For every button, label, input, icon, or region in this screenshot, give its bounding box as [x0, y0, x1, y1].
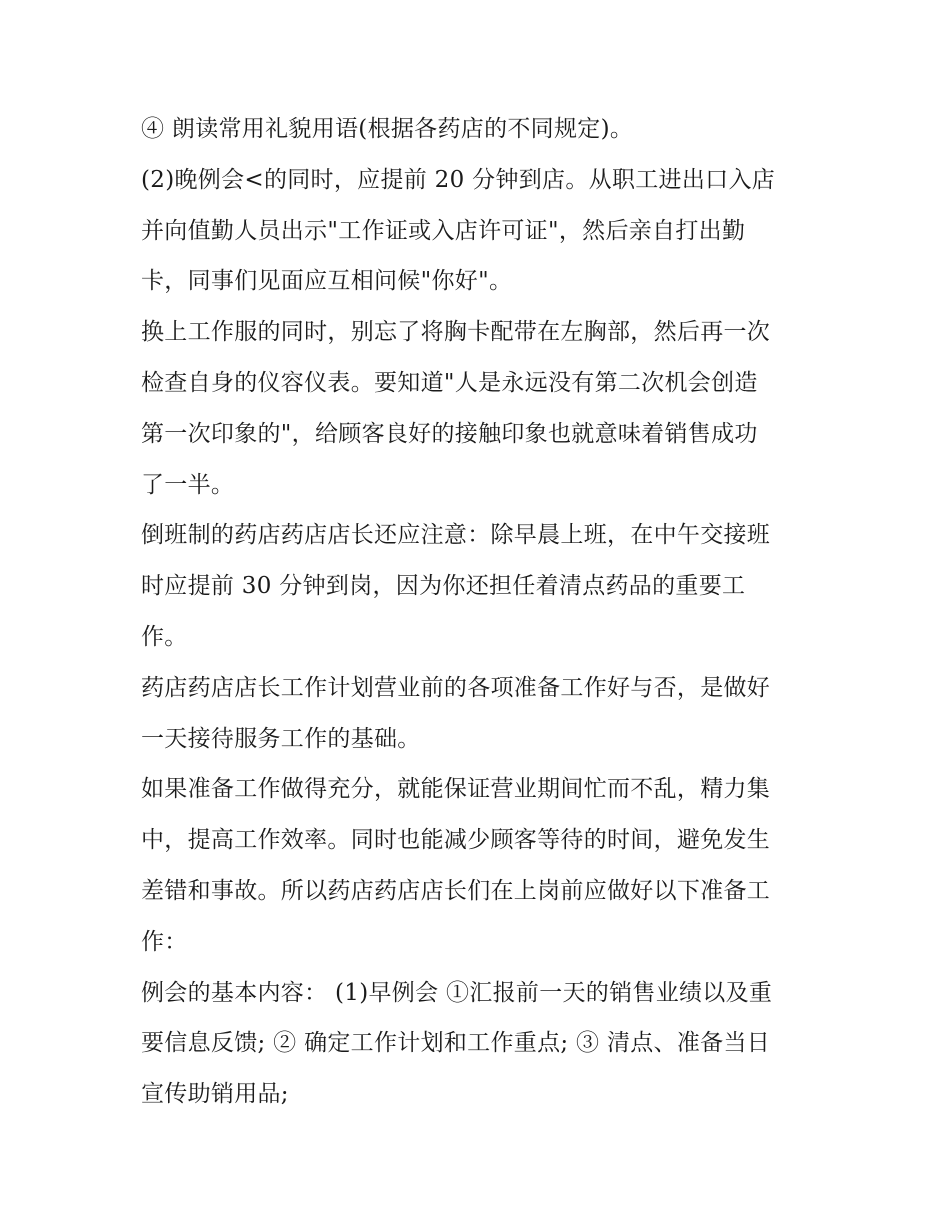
- text-line: 宣传助销用品;: [141, 1081, 289, 1108]
- text-line: 一天接待服务工作的基础。: [141, 725, 421, 752]
- text-line: 例会的基本内容： (1)早例会 ①汇报前一天的销售业绩以及重: [141, 979, 773, 1006]
- text-line: (2)晚例会<的同时，应提前 20 分钟到店。从职工进出口入店: [141, 166, 776, 193]
- text-line: 第一次印象的"，给顾客良好的接触印象也就意味着销售成功: [141, 420, 758, 447]
- text-line: 作。: [141, 623, 188, 650]
- text-line: ④ 朗读常用礼貌用语(根据各药店的不同规定)。: [141, 116, 634, 142]
- text-line: 倒班制的药店药店店长还应注意：除早晨上班，在中午交接班: [141, 522, 771, 549]
- text-line: 了一半。: [141, 471, 235, 498]
- text-line: 差错和事故。所以药店药店店长们在上岗前应做好以下准备工: [141, 877, 771, 904]
- text-line: 作：: [141, 928, 188, 955]
- text-line: 换上工作服的同时，别忘了将胸卡配带在左胸部，然后再一次: [141, 319, 771, 346]
- text-line: 中，提高工作效率。同时也能减少顾客等待的时间，避免发生: [141, 827, 771, 854]
- text-line: 检查自身的仪容仪表。要知道"人是永远没有第二次机会创造: [141, 369, 758, 396]
- text-line: 卡，同事们见面应互相问候"你好"。: [141, 268, 513, 295]
- text-line: 药店药店店长工作计划营业前的各项准备工作好与否，是做好: [141, 674, 771, 701]
- document-body: [141, 104, 813, 1120]
- text-line: 如果准备工作做得充分，就能保证营业期间忙而不乱，精力集: [141, 776, 771, 803]
- text-line: 时应提前 30 分钟到岗，因为你还担任着清点药品的重要工: [141, 573, 746, 600]
- text-line: 要信息反馈; ② 确定工作计划和工作重点; ③ 清点、准备当日: [141, 1030, 771, 1057]
- text-line: 并向值勤人员出示"工作证或入店许可证"，然后亲自打出勤: [141, 217, 746, 244]
